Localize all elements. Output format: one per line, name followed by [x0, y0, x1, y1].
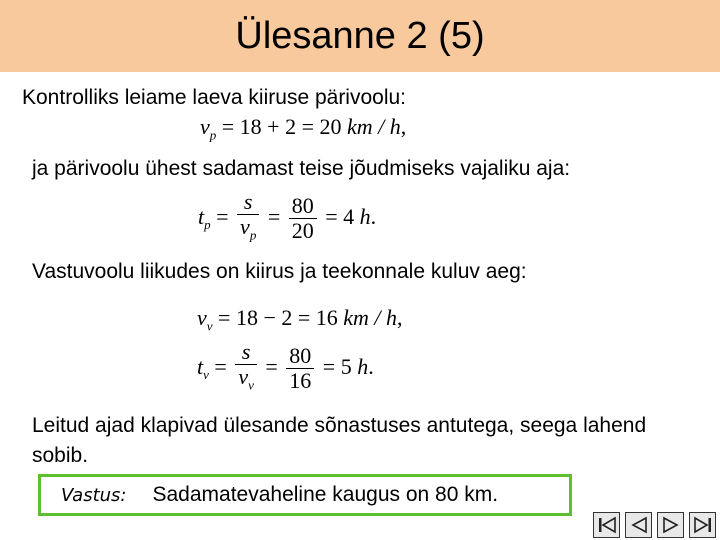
intro-text: Kontrolliks leiame laeva kiiruse pärivoolu:: [22, 86, 407, 109]
equation-downstream-time: $t_p$ = $\frac{s}{v_p}$ = $\frac{80}{20}$ = 4 h.: [198, 190, 376, 247]
upstream-text: Vastuvoolu liikudes on kiirus ja teekonnale kuluv aeg:: [32, 260, 527, 283]
next-slide-button[interactable]: [657, 512, 684, 538]
answer-box: [38, 474, 572, 516]
slide-title: Ülesanne 2 (5): [235, 14, 485, 57]
last-slide-icon: [693, 516, 713, 534]
last-slide-button[interactable]: [689, 512, 716, 538]
title-bar: [0, 0, 720, 72]
equation-downstream-speed: $v_p = 18 + 2 = 20$ km / h,: [200, 114, 407, 143]
answer-label: Vastus:: [61, 484, 127, 506]
first-slide-icon: [597, 516, 617, 534]
previous-slide-icon: [629, 516, 649, 534]
first-slide-button[interactable]: [593, 512, 620, 538]
equation-upstream-time: $t_v$ = $\frac{s}{v_v}$ = $\frac{80}{16}$ = 5 h.: [197, 340, 374, 397]
answer-value: Sadamatevaheline kaugus on 80 km.: [152, 483, 499, 506]
previous-slide-button[interactable]: [625, 512, 652, 538]
conclusion-text: Leitud ajad klapivad ülesande sõnastuses antutega, seega lahend sobib.: [32, 414, 647, 467]
downstream-time-text: ja pärivoolu ühest sadamast teise jõudmiseks vajaliku aja:: [32, 157, 571, 180]
next-slide-icon: [661, 516, 681, 534]
equation-upstream-speed: $v_v = 18 - 2 = 16$ km / h,: [197, 305, 403, 334]
slide-navigation: [593, 512, 716, 538]
